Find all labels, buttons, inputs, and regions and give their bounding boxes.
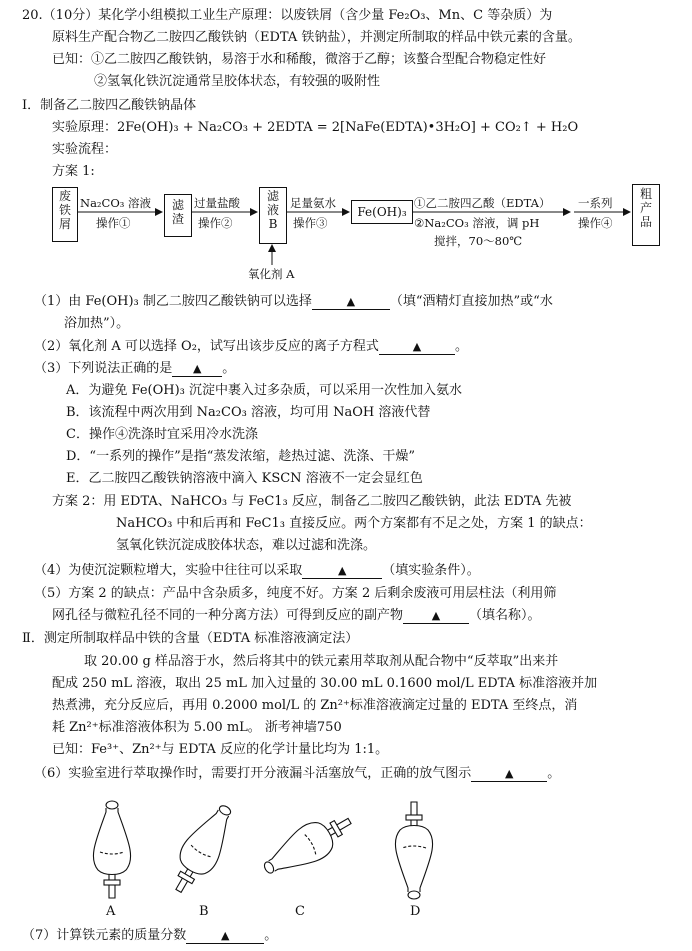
arrow4-label-middle: ②Na₂CO₃ 溶液，调 pH <box>414 216 540 230</box>
q1-line1: （1）由 Fe(OH)₃ 制乙二胺四乙酸铁钠可以选择 ▲ （填“酒精灯直接加热”或“水 <box>34 294 553 309</box>
option-c: C．操作④洗涤时宜采用冷水洗涤 <box>66 427 258 442</box>
part2-para-3: 热煮沸，充分反应后，再用 0.2000 mol/L 的 Zn²⁺标准溶液滴定过量的 EDTA 至终点，消 <box>52 698 578 713</box>
flow-arrows <box>0 0 692 300</box>
question-header: 20.（10分）某化学小组模拟工业生产原理：以废铁屑（含少量 Fe₂O₃、Mn、C 等杂质）为 <box>22 8 553 23</box>
funnel-label-c: C <box>295 904 305 919</box>
arrow1-label-top: Na₂CO₃ 溶液 <box>80 196 152 210</box>
arrow4-label-top: ①乙二胺四乙酸（EDTA） <box>414 196 551 210</box>
part2-title: Ⅱ．测定所制取样品中铁的含量（EDTA 标准溶液滴定法） <box>22 631 359 646</box>
part2-para-1: 取 20.00 g 样品溶于水，然后将其中的铁元素用萃取剂从配合物中“反萃取”出来并 <box>84 654 559 669</box>
arrow3-label-top: 足量氨水 <box>290 196 336 210</box>
flow-box-scrap-iron: 废 铁 屑 <box>52 187 78 242</box>
arrow5-label-bottom: 操作④ <box>578 216 613 230</box>
q4-line: （4）为使沉淀颗粒增大，实验中往往可以采取 ▲ （填实验条件）。 <box>34 563 480 578</box>
funnel-a <box>93 801 130 898</box>
option-b: B．该流程中两次用到 Na₂CO₃ 溶液，均可用 NaOH 溶液代替 <box>66 405 431 420</box>
q2-line: （2）氧化剂 A 可以选择 O₂，试写出该步反应的离子方程式 ▲ 。 <box>34 339 468 354</box>
q7-answer-blank[interactable]: ▲ <box>186 929 264 944</box>
q1-line2: 浴加热”）。 <box>64 316 130 331</box>
q3-answer-blank[interactable]: ▲ <box>172 362 222 377</box>
q7-line: （7）计算铁元素的质量分数 ▲ 。 <box>22 928 278 943</box>
part2-para-5: 已知：Fe³⁺、Zn²⁺与 EDTA 反应的化学计量比均为 1:1。 <box>52 742 389 757</box>
funnel-c <box>256 805 359 886</box>
funnel-label-d: D <box>410 904 421 919</box>
option-e: E．乙二胺四乙酸铁钠溶液中滴入 KSCN 溶液不一定会显红色 <box>66 471 423 486</box>
option-a: A．为避免 Fe(OH)₃ 沉淀中裹入过多杂质，可以采用一次性加入氨水 <box>66 383 463 398</box>
q5-answer-blank[interactable]: ▲ <box>403 609 469 624</box>
arrow4-label-bottom: 搅拌，70～80℃ <box>434 234 523 248</box>
q3-line: （3）下列说法正确的是 ▲ 。 <box>34 361 236 376</box>
funnel-b <box>162 798 243 901</box>
q5-line2: 网孔径与微粒孔径不同的一种分离方法）可得到反应的副产物 ▲ （填名称）。 <box>52 608 541 623</box>
part2-para-4: 耗 Zn²⁺标准溶液体积为 5.00 mL。 浙考神墙750 <box>52 720 342 735</box>
arrow1-label-bottom: 操作① <box>96 216 131 230</box>
flow-box-crude-product: 粗 产 品 <box>632 184 660 246</box>
flow-box-filtrate-b: 滤 液 B <box>259 187 287 244</box>
q5-line1: （5）方案 2 的缺点：产品中含杂质多，纯度不好。方案 2 后剩余废液可用层柱法（利用筛 <box>34 586 557 601</box>
q4-answer-blank[interactable]: ▲ <box>302 564 382 579</box>
q6-answer-blank[interactable]: ▲ <box>471 767 547 782</box>
arrow5-label-top: 一系列 <box>578 196 613 210</box>
principle: 实验原理：2Fe(OH)₃ + Na₂CO₃ + 2EDTA = 2[NaFe(EDTA)•3H₂O] + CO₂↑ + H₂O <box>52 120 579 135</box>
oxidant-a-label: 氧化剂 A <box>248 267 295 281</box>
scheme2-line3: 氢氧化铁沉淀成胶体状态，难以过滤和洗涤。 <box>116 538 377 553</box>
process-label: 实验流程： <box>52 142 118 157</box>
scheme2-line2: NaHCO₃ 中和后再和 FeC1₃ 直接反应。两个方案都有不足之处，方案 1 的缺点： <box>116 516 592 531</box>
arrow2-label-top: 过量盐酸 <box>194 196 240 210</box>
part2-para-2: 配成 250 mL 溶液，取出 25 mL 加入过量的 30.00 mL 0.1600 mol/L EDTA 标准溶液并加 <box>52 676 598 691</box>
funnel-d <box>395 802 432 899</box>
question-header-2: 原料生产配合物乙二胺四乙酸铁钠（EDTA 铁钠盐），并测定所制取的样品中铁元素的含量。 <box>52 30 581 45</box>
flow-box-feoh3: Fe(OH)₃ <box>351 200 413 224</box>
known-2: ②氢氧化铁沉淀通常呈胶体状态，有较强的吸附性 <box>94 74 381 89</box>
option-d: D．“一系列的操作”是指“蒸发浓缩，趁热过滤、洗涤、干燥” <box>66 449 416 464</box>
known-1: 已知：①乙二胺四乙酸铁钠，易溶于水和稀酸，微溶于乙醇；该螯合型配合物稳定性好 <box>52 52 547 67</box>
scheme1-label: 方案 1: <box>52 164 95 179</box>
q6-line: （6）实验室进行萃取操作时，需要打开分液漏斗活塞放气，正确的放气图示 ▲ 。 <box>34 766 561 781</box>
funnel-label-a: A <box>106 904 116 919</box>
arrow2-label-bottom: 操作② <box>198 216 233 230</box>
flow-box-residue: 滤 渣 <box>164 194 192 237</box>
scheme2-line1: 方案 2：用 EDTA、NaHCO₃ 与 FeC1₃ 反应，制备乙二胺四乙酸铁钠，此法 EDTA 先被 <box>52 494 572 509</box>
arrow3-label-bottom: 操作③ <box>293 216 328 230</box>
funnel-label-b: B <box>199 904 209 919</box>
part1-title: Ⅰ．制备乙二胺四乙酸铁钠晶体 <box>22 98 197 113</box>
q1-answer-blank[interactable]: ▲ <box>312 295 390 310</box>
q2-answer-blank[interactable]: ▲ <box>379 340 455 355</box>
